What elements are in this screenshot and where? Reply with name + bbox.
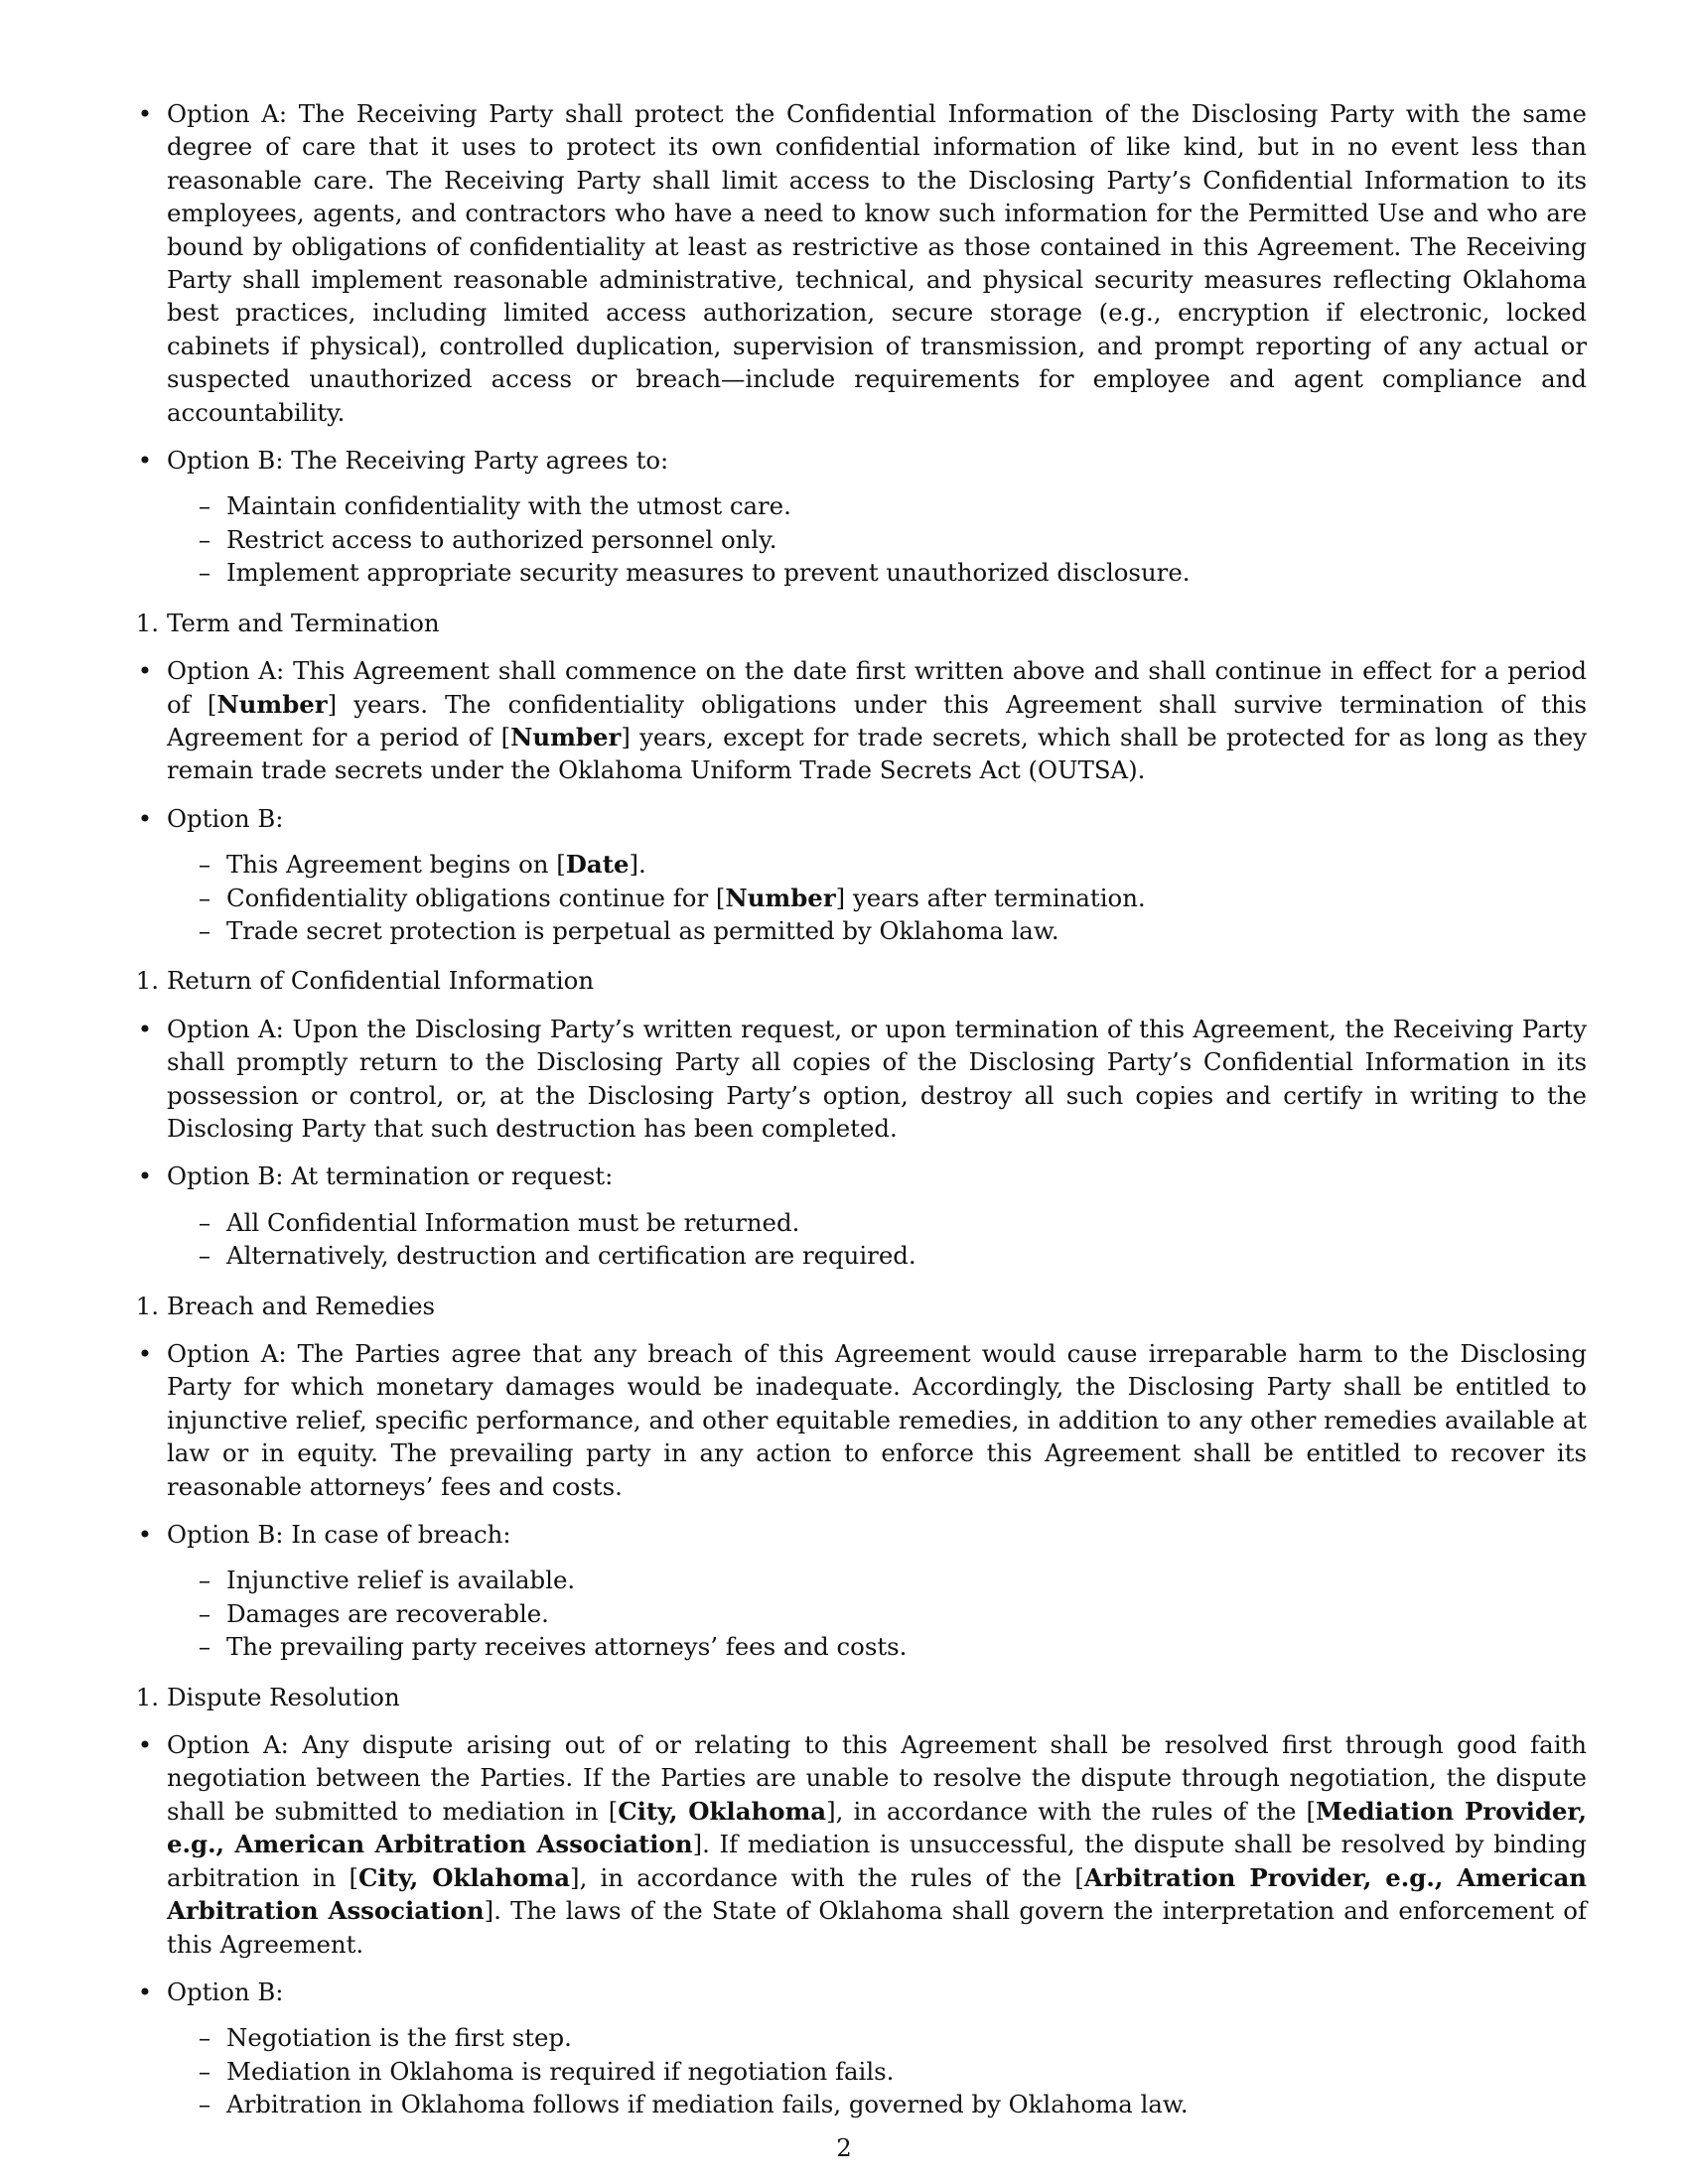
option-a-breach: • Option A: The Parties agree that any breach of this Agreement would cause irreparable harm to the Disclosing Party for which monetary damages would be inadequate. Accordingly, the Disclosing Party shall be entitled to injunctive relief, specific performance, and other equitable remedies, in addition to any other remedies available at law or in equity. The prevailing party in any action to enforce this Agreement shall be entitled to recover its reasonable attorneys’ fees and costs.	[167, 1337, 1587, 1503]
bullet-icon: •	[137, 1977, 153, 2006]
placeholder-mediation-provider: Mediation Provider, e.g., American Arbitration Association	[167, 1796, 1587, 1859]
option-b-breach: • Option B: In case of breach:	[167, 1518, 1587, 1551]
list-item: – Alternatively, destruction and certification are required.	[226, 1239, 1587, 1272]
section-heading-dispute	[135, 1681, 1587, 1713]
dash-icon: –	[198, 491, 211, 521]
placeholder-city: City, Oklahoma	[358, 1862, 571, 1892]
bullet-icon: •	[137, 1339, 153, 1368]
list-item: – Mediation in Oklahoma is required if negotiation fails.	[226, 2055, 1587, 2088]
placeholder-arbitration-provider: Arbitration Provider, e.g., American Arbitration Association	[167, 1862, 1587, 1926]
list-item: – Implement appropriate security measures to prevent unauthorized disclosure.	[226, 556, 1587, 589]
list-item: – Restrict access to authorized personnel only.	[226, 523, 1587, 556]
list-item: – Arbitration in Oklahoma follows if mediation fails, governed by Oklahoma law.	[226, 2088, 1587, 2120]
list-item: – All Confidential Information must be returned.	[226, 1206, 1587, 1239]
bullet-icon: •	[137, 803, 153, 833]
dash-icon: –	[198, 1241, 211, 1271]
option-a-return: • Option A: Upon the Disclosing Party’s written request, or upon termination of this Agreement, the Receiving Party shall promptly return to the Disclosing Party all copies of the Disclosing Party’s Confidential Information in its possession or control, or, at the Disclosing Party’s option, destroy all such copies and certify in writing to the Disclosing Party that such destruction has been completed.	[167, 1013, 1587, 1146]
page-number: 2	[836, 2133, 852, 2162]
dash-icon: –	[198, 1632, 211, 1662]
dash-icon: –	[198, 524, 211, 554]
section-title: Return of Confidential Information	[167, 966, 595, 996]
placeholder-number: Number	[510, 722, 622, 751]
option-b-dispute-list	[167, 2021, 1587, 2120]
dash-icon: –	[198, 1207, 211, 1237]
option-a-dispute: • Option A: Any dispute arising out of or relating to this Agreement shall be resolved first through good faith negotiation between the Parties. If the Parties are unable to resolve the dispute through negotiation, the dispute shall be submitted to mediation in [City, Oklahoma], in accordance with the rules of the [Mediation Provider, e.g., American Arbitration Association]. If mediation is unsuccessful, the dispute shall be resolved by binding arbitration in [City, Oklahoma], in accordance with the rules of the [Arbitration Provider, e.g., American Arbitration Association]. The laws of the State of Oklahoma shall govern the interpretation and enforcement of this Agreement.	[167, 1728, 1587, 1961]
dash-icon: –	[198, 850, 211, 880]
option-b-return-list	[167, 1206, 1587, 1273]
dash-icon: –	[198, 558, 211, 588]
option-b-breach-list	[167, 1564, 1587, 1663]
list-item: – Damages are recoverable.	[226, 1597, 1587, 1630]
option-b-protection-list	[167, 489, 1587, 589]
placeholder-number: Number	[216, 689, 328, 719]
option-b-text: Option B: The Receiving Party agrees to:	[167, 446, 669, 476]
dash-icon: –	[198, 883, 211, 912]
bullet-icon: •	[137, 446, 153, 476]
option-b-term-list	[167, 848, 1587, 947]
option-b-protection	[137, 444, 1587, 477]
option-b-dispute: • Option B:	[167, 1976, 1587, 2008]
bullet-icon: •	[137, 1520, 153, 1550]
option-b-return: • Option B: At termination or request:	[167, 1160, 1587, 1192]
option-b-term: • Option B:	[167, 802, 1587, 835]
list-item: – This Agreement begins on [Date].	[226, 848, 1587, 881]
list-item: – Confidentiality obligations continue for [Number] years after termination.	[226, 882, 1587, 914]
dash-icon: –	[198, 1566, 211, 1595]
section-number: 1.	[135, 1682, 159, 1711]
section-title: Term and Termination	[167, 608, 440, 637]
section-number: 1.	[135, 608, 159, 637]
list-item: – The prevailing party receives attorneys’ fees and costs.	[226, 1630, 1587, 1663]
bullet-icon: •	[137, 656, 153, 686]
option-a-term: • Option A: This Agreement shall commence on the date first written above and shall continue in effect for a period of [Number] years. The confidentiality obligations under this Agreement shall survive termination of this Agreement for a period of [Number] years, except for trade secrets, which shall be protected for as long as they remain trade secrets under the Oklahoma Uniform Trade Secrets Act (OUTSA).	[167, 654, 1587, 787]
dash-icon: –	[198, 2056, 211, 2086]
bullet-icon: •	[137, 1161, 153, 1191]
section-title: Breach and Remedies	[167, 1291, 436, 1320]
section-number: 1.	[135, 966, 159, 996]
bullet-icon: •	[137, 1730, 153, 1760]
section-title: Dispute Resolution	[167, 1682, 400, 1711]
list-item: – Injunctive relief is available.	[226, 1564, 1587, 1596]
section-heading-breach	[135, 1290, 1587, 1322]
dash-icon: –	[198, 915, 211, 945]
option-a-text: Option A: The Receiving Party shall protect the Confidential Information of the Disclosing Party with the same degree of care that it uses to protect its own confidential information of like kind, but in no event less than reasonable care. The Receiving Party shall limit access to the Disclosing Party’s Confidential Information to its employees, agents, and contractors who have a need to know such information for the Permitted Use and who are bound by obligations of confidentiality at least as restrictive as those contained in this Agreement. The Receiving Party shall implement reasonable administrative, technical, and physical security measures reflecting Oklahoma best practices, including limited access authorization, secure storage (e.g., encryption if electronic, locked cabinets if physical), controlled duplication, supervision of transmission, and prompt reporting of any actual or suspected unauthorized access or breach—include requirements for employee and agent compliance and accountability.	[167, 99, 1587, 427]
bullet-icon: •	[137, 99, 153, 128]
section-heading-return	[135, 964, 1587, 997]
dash-icon: –	[198, 1598, 211, 1628]
list-item: – Maintain confidentiality with the utmost care.	[226, 489, 1587, 522]
list-item: – Trade secret protection is perpetual as permitted by Oklahoma law.	[226, 914, 1587, 947]
dash-icon: –	[198, 2090, 211, 2119]
section-heading-term	[135, 607, 1587, 639]
placeholder-date: Date	[565, 850, 630, 880]
dash-icon: –	[198, 2023, 211, 2053]
placeholder-number: Number	[725, 883, 836, 912]
list-item: – Negotiation is the first step.	[226, 2021, 1587, 2054]
placeholder-city: City, Oklahoma	[618, 1796, 827, 1826]
option-a-protection	[137, 97, 1587, 429]
section-number: 1.	[135, 1291, 159, 1320]
bullet-icon: •	[137, 1014, 153, 1043]
